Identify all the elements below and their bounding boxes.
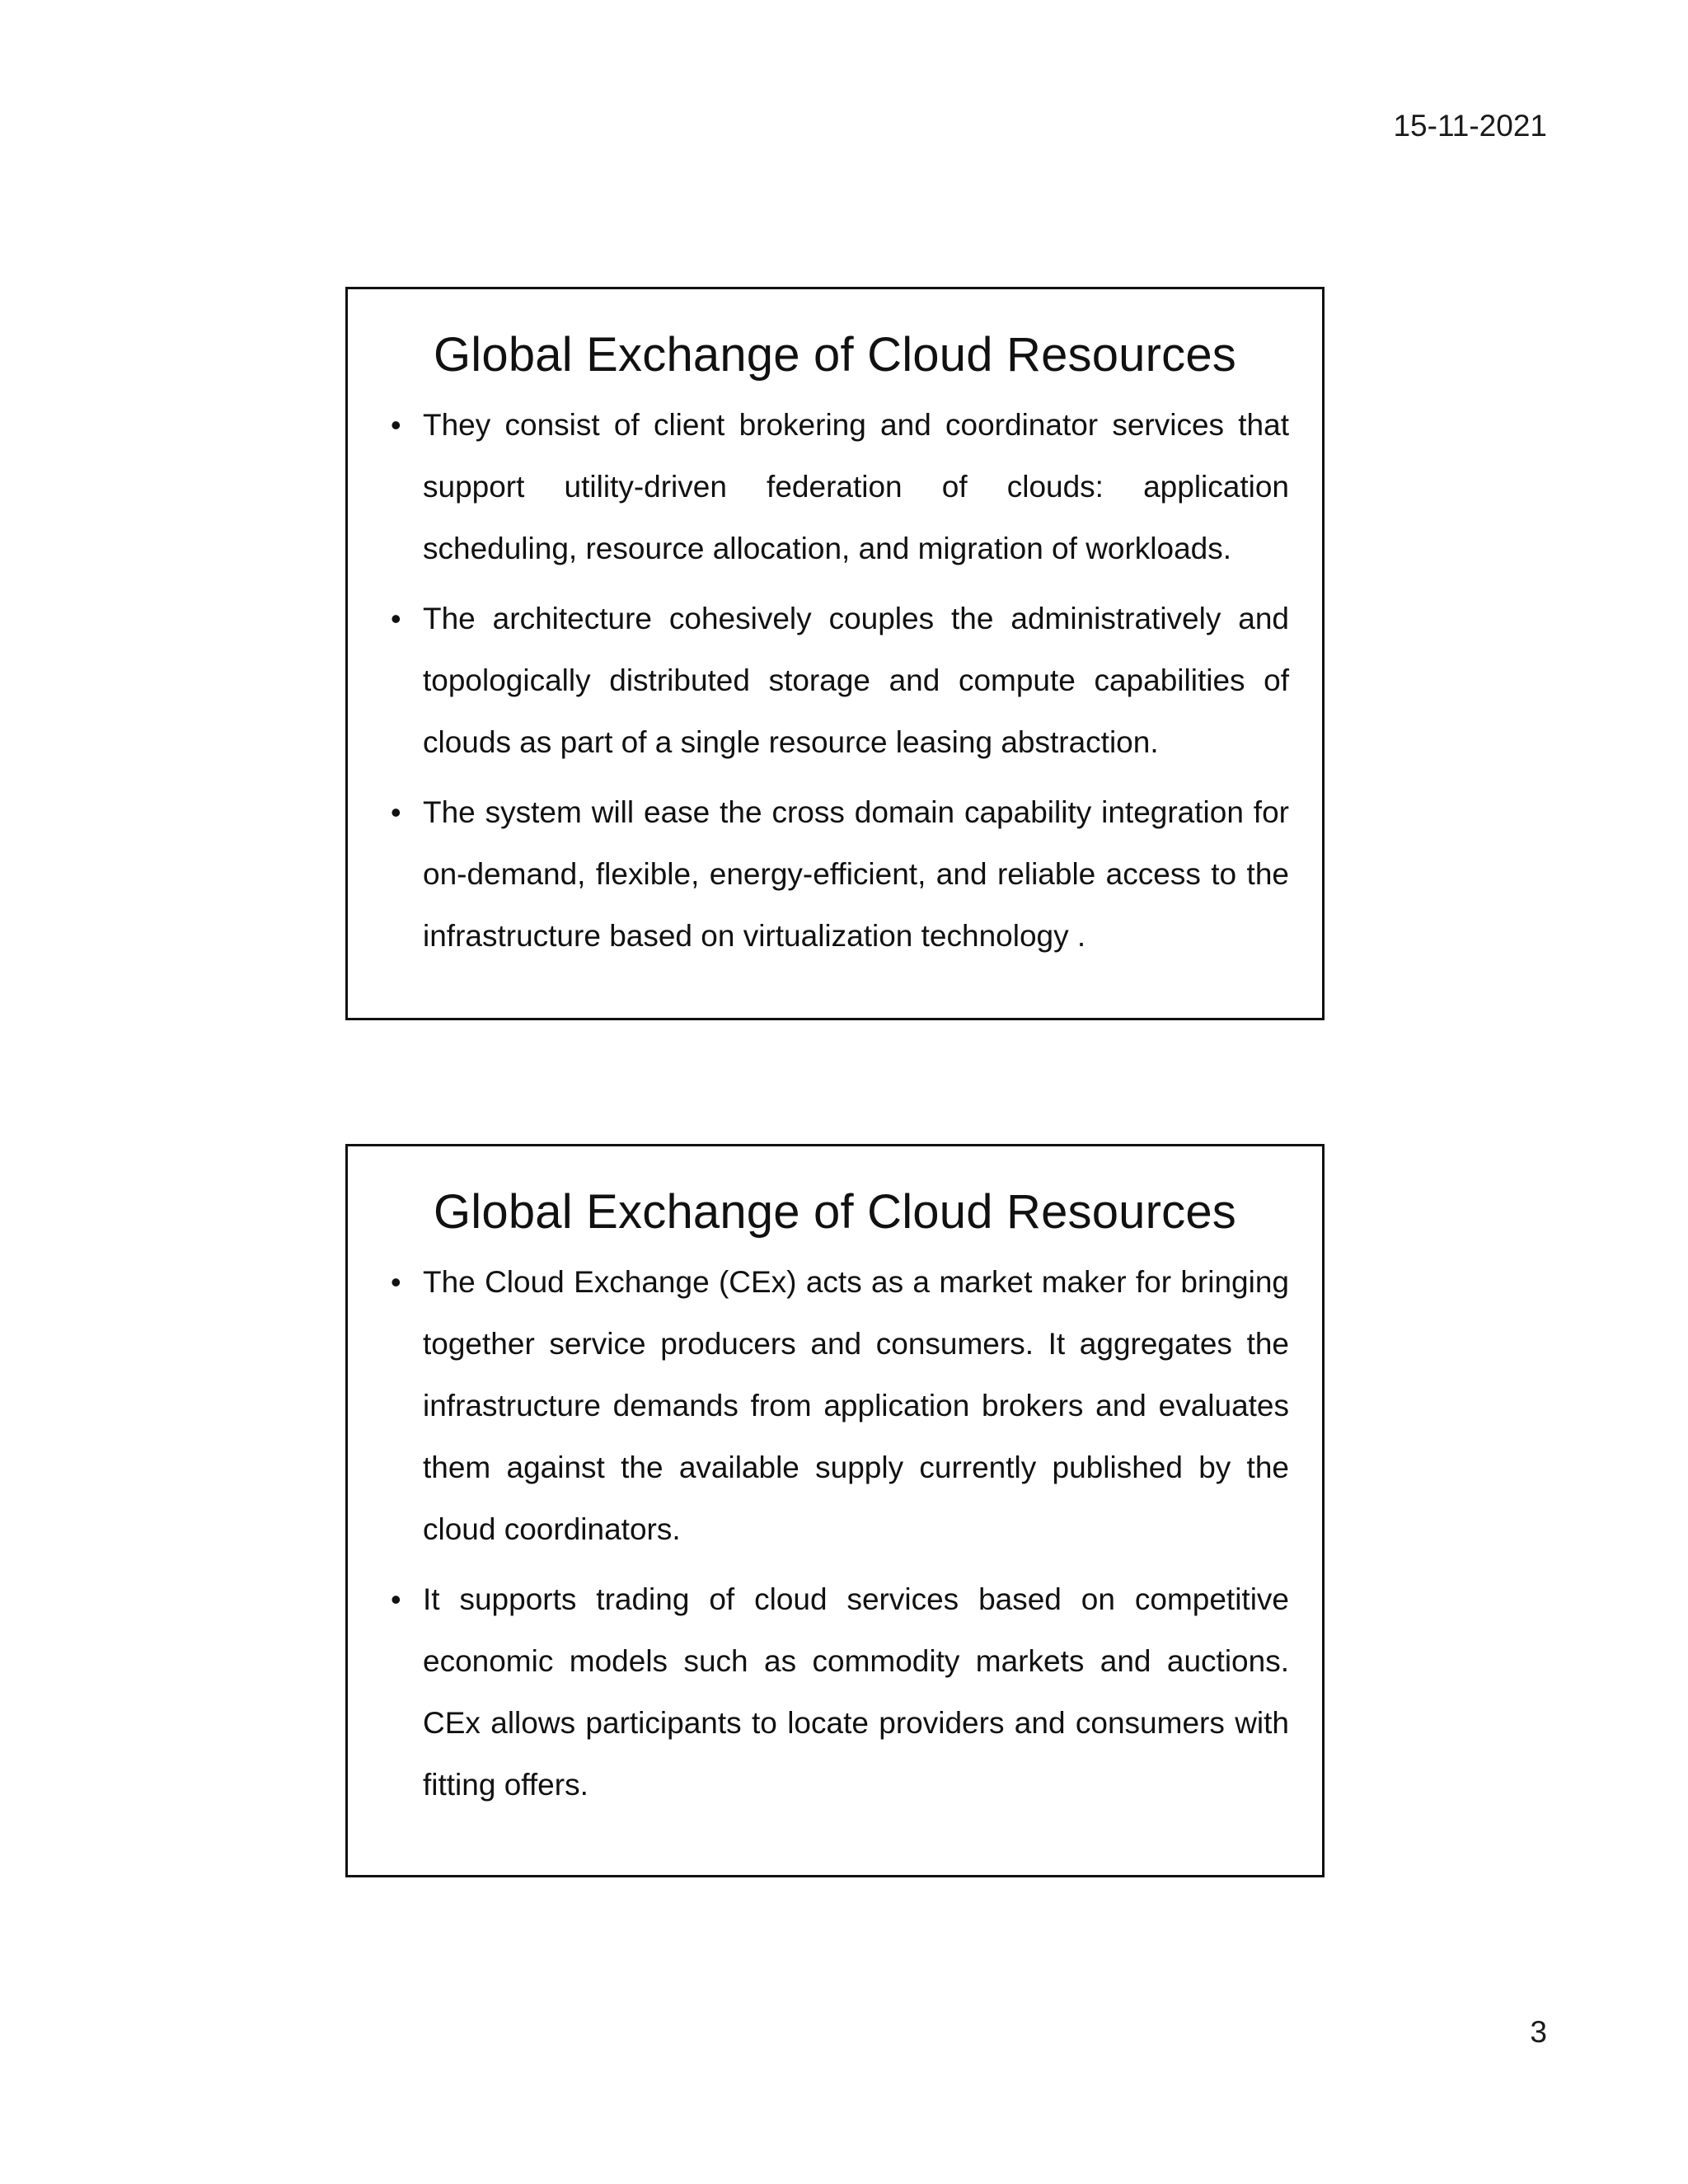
page-date: 15-11-2021 <box>1393 109 1547 143</box>
bullet-item <box>384 781 1289 967</box>
slide-2 <box>345 1144 1325 1877</box>
page-number: 3 <box>1530 2015 1547 2049</box>
bullet-text: It supports trading of cloud services based on competitive economic models such as commodity markets and auctions. CEx allows participants to locate providers and consumers with fitting offers. <box>423 1582 1289 1802</box>
bullet-item <box>384 588 1289 773</box>
bullet-text: The system will ease the cross domain capability integration for on-demand, flexible, energy-efficient, and reliable access to the infrastructure based on virtualization technology . <box>423 795 1289 953</box>
bullet-marker-icon: • <box>391 408 401 442</box>
bullet-item <box>384 1568 1289 1816</box>
bullet-text: They consist of client brokering and coordinator services that support utility-driven federation of clouds: application scheduling, resource allocation, and migration of workloads. <box>423 408 1289 565</box>
bullet-item <box>384 1251 1289 1560</box>
slide-title: Global Exchange of Cloud Resources <box>433 328 1237 382</box>
bullet-text: The architecture cohesively couples the administratively and topologically distributed storage and compute capabilities of clouds as part of a single resource leasing abstraction. <box>423 602 1289 759</box>
bullet-list <box>348 1251 1322 1816</box>
slide-title: Global Exchange of Cloud Resources <box>433 1185 1237 1239</box>
bullet-marker-icon: • <box>391 1265 401 1299</box>
bullet-item <box>384 394 1289 579</box>
bullet-text: The Cloud Exchange (CEx) acts as a market maker for bringing together service producers and consumers. It aggregates the infrastructure demands from application brokers and evaluates them against the available supply currently published by the cloud coordinators. <box>423 1265 1289 1546</box>
bullet-marker-icon: • <box>391 1582 401 1616</box>
bullet-list <box>348 394 1322 967</box>
bullet-marker-icon: • <box>391 795 401 829</box>
bullet-marker-icon: • <box>391 602 401 635</box>
slide-1 <box>345 287 1325 1020</box>
